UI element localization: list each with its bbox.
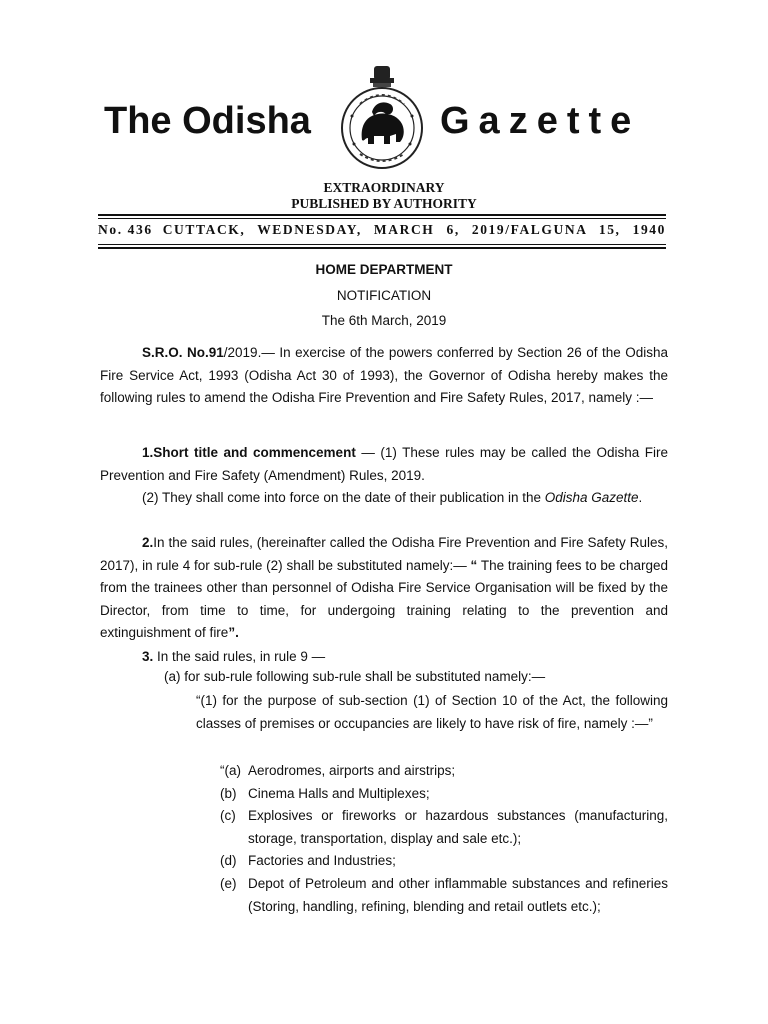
preamble-paragraph — [100, 342, 668, 410]
department-heading: HOME DEPARTMENT — [315, 262, 453, 277]
list-item-label: (c) — [220, 808, 236, 824]
rule-3-text: In the said rules, in rule 9 — — [153, 649, 326, 664]
list-item — [220, 783, 668, 806]
list-item-label: “(a) — [220, 763, 241, 778]
rule-3-sub-a: (a) for sub-rule following sub-rule shall be substituted namely:— — [164, 669, 546, 684]
rule-1-text: — (1) These rules may be called the Odisha Fire Prevention and Fire Safety (Amendment) Rules, 2019. — [100, 445, 668, 483]
list-item-label: (d) — [220, 853, 237, 869]
rule-1 — [100, 442, 668, 510]
divider — [98, 244, 666, 245]
list-item — [220, 850, 668, 873]
preamble-text: /2019.— In exercise of the powers conferred by Section 26 of the Odisha Fire Service Act, 1993 (Odisha Act 30 of 1993), the Governor of Odisha hereby makes the following rules to amend the Odisha Fire Prevention and Fire Safety Rules, 2017, namely :— — [100, 345, 669, 406]
notification-heading: NOTIFICATION — [336, 288, 432, 303]
list-item-label: (b) — [220, 785, 237, 801]
list-item-text: Depot of Petroleum and other inflammable substances and refineries (Storing, handling, refining, blending and retail outlets etc.); — [248, 875, 668, 914]
list-item-text: Aerodromes, airports and airstrips; — [248, 763, 456, 778]
issue-number: No. 436 — [98, 222, 153, 237]
sro-number: S.R.O. No.91 — [142, 345, 224, 360]
rule-2-quote-close: ”. — [228, 625, 239, 641]
divider — [98, 218, 666, 219]
rule-2-quote-text: The training fees to be charged from the trainees other than personnel of Odisha Fire Service Organisation will be fixed by the Director, from time to time, for undergoing training relating to the prevention and extinguishment of fire — [100, 557, 668, 641]
list-item-text: Explosives or fireworks or hazardous substances (manufacturing, storage, transportation, display and sale etc.); — [248, 808, 668, 846]
list-item — [220, 805, 668, 850]
list-item — [220, 873, 668, 918]
rule-1-sub2-end: . — [638, 490, 643, 506]
rule-2 — [100, 532, 668, 645]
edition-label — [0, 180, 768, 212]
list-item-label: (e) — [220, 875, 237, 891]
list-item — [220, 760, 668, 783]
masthead-title-left: The Odisha — [104, 100, 311, 142]
rule-3-quote: “(1) for the purpose of sub-section (1) of Section 10 of the Act, the following classes of premises or occupancies are likely to have risk of fire, namely :—” — [196, 693, 668, 731]
masthead-title-right: Gazette — [440, 100, 641, 142]
issue-place-date: CUTTACK, WEDNESDAY, MARCH 6, 2019/FALGUNA 15, 1940 — [162, 222, 666, 237]
list-item-text: Factories and Industries; — [248, 853, 396, 869]
rule-3-number: 3. — [142, 649, 154, 664]
notification-date: The 6th March, 2019 — [321, 313, 447, 328]
premises-list — [220, 760, 668, 918]
issue-line — [98, 222, 666, 238]
divider — [98, 214, 666, 216]
rule-2-quote-open: “ — [470, 557, 478, 573]
rule-1-sub2-text: (2) They shall come into force on the date of their publication in the — [142, 490, 545, 506]
divider — [98, 247, 666, 249]
rule-2-text: In the said rules, (hereinafter called the Odisha Fire Prevention and Fire Safety Rules, 2017), in rule 4 for sub-rule (2) shall be substituted namely:— — [100, 535, 668, 573]
rule-2-number: 2. — [142, 535, 154, 550]
rule-1-sub2-italic: Odisha Gazette — [544, 490, 639, 506]
masthead — [104, 88, 668, 168]
list-item-text: Cinema Halls and Multiplexes; — [248, 785, 430, 801]
extraordinary-label: EXTRAORDINARY — [323, 180, 445, 195]
rule-1-heading: 1.Short title and commencement — [142, 445, 356, 460]
published-label: PUBLISHED BY AUTHORITY — [291, 196, 477, 211]
state-emblem-icon — [330, 64, 434, 174]
